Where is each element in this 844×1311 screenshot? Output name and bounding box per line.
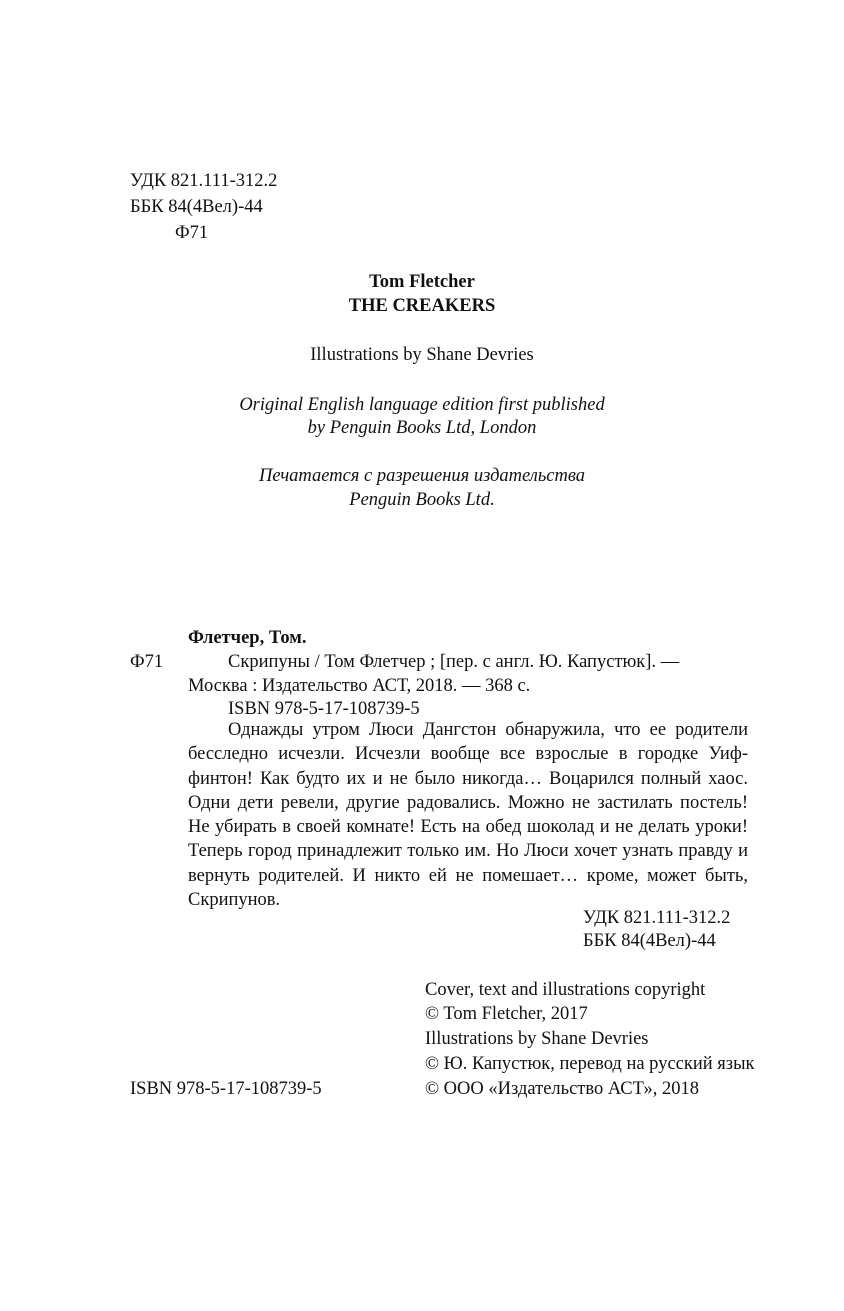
copyright-line: © ООО «Издательство АСТ», 2018 [425, 1079, 699, 1099]
record-author-sign: Ф71 [130, 652, 164, 672]
edition-note-line-1: Original English language edition first published [239, 395, 605, 415]
permission-note-line-2: Penguin Books Ltd. [349, 490, 495, 510]
original-title: THE CREAKERS [348, 296, 496, 316]
record-bbk: ББК 84(4Вел)-44 [583, 931, 716, 951]
udk-code: УДК 821.111-312.2 [130, 171, 278, 191]
copyright-line: Illustrations by Shane Devries [425, 1029, 649, 1049]
copyright-line: © Ю. Капустюк, перевод на русский язык [425, 1054, 755, 1074]
copyright-line: © Tom Fletcher, 2017 [425, 1004, 588, 1024]
record-title-line-2: Москва : Издательство АСТ, 2018. — 368 с. [188, 676, 531, 696]
footer-isbn: ISBN 978-5-17-108739-5 [130, 1079, 322, 1099]
illustrations-credit: Illustrations by Shane Devries [310, 345, 534, 365]
permission-note-line-1: Печатается с разрешения издательства [259, 466, 585, 486]
record-udk: УДК 821.111-312.2 [583, 908, 731, 928]
bbk-code: ББК 84(4Вел)-44 [130, 197, 263, 217]
edition-note-line-2: by Penguin Books Ltd, London [307, 418, 537, 438]
record-title-line-1: Скрипуны / Том Флетчер ; [пер. с англ. Ю. Капустюк]. — [228, 652, 680, 672]
record-heading: Флетчер, Том. [188, 628, 307, 648]
copyright-line: Cover, text and illustrations copyright [425, 980, 706, 1000]
annotation-text: Однажды утром Люси Дангстон обнаружила, что ее родители бесследно исчезли. Исчезли вообще все взрослые в городке Уиффинтон! Как будто их и не было никогда… Воцарился полный хаос. Одни дети ревели, другие радовались. Можно не застилать постель! Не убирать в своей комнате! Есть на обед шоколад и не делать уроки! Теперь город принадлежит только им. Но Люси хочет узнать правду и вернуть родителей. И никто ей не помешает… кроме, может быть, Скрипунов. [188, 720, 748, 911]
original-author: Tom Fletcher [369, 272, 475, 292]
record-isbn: ISBN 978-5-17-108739-5 [228, 699, 420, 719]
author-sign: Ф71 [175, 223, 209, 243]
